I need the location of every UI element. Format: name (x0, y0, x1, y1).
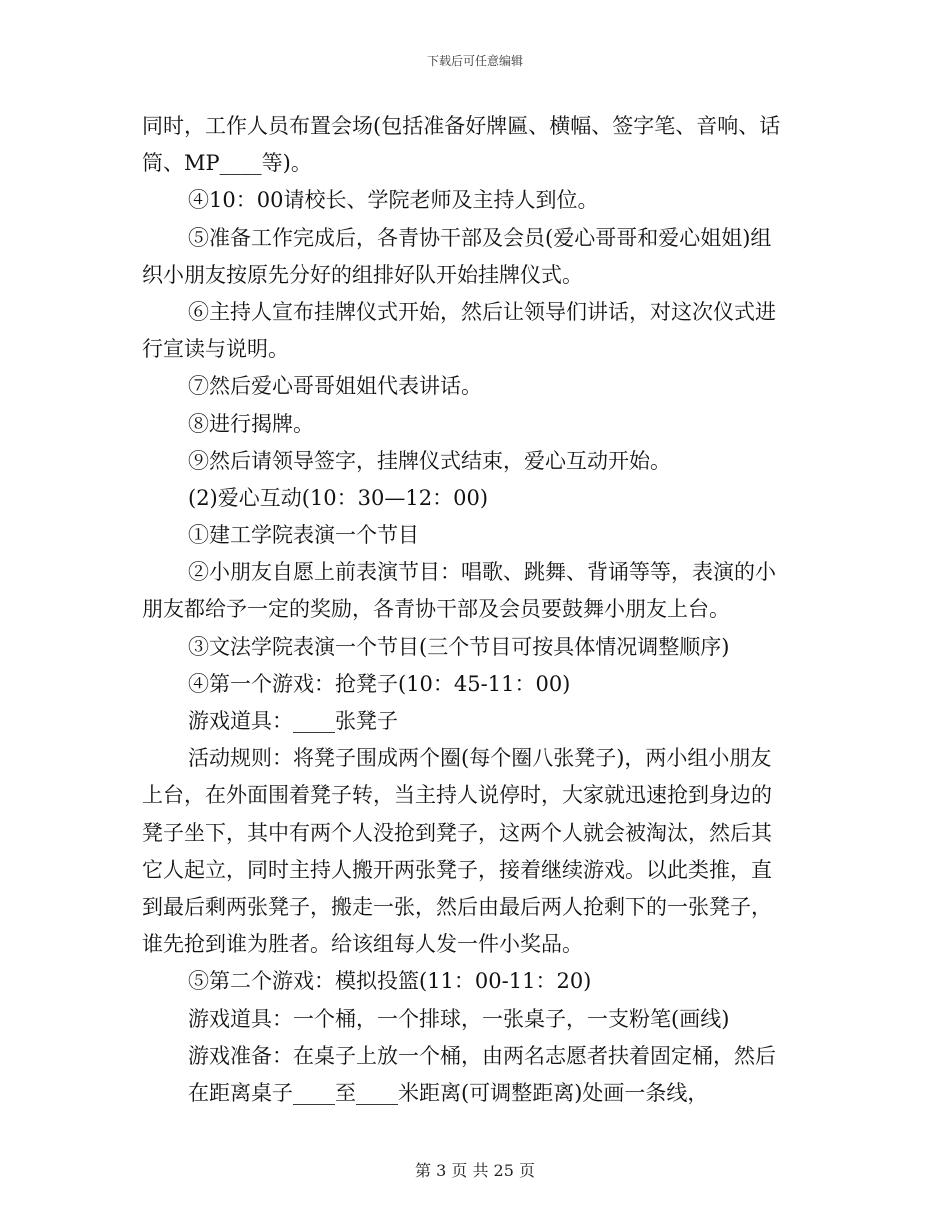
paragraph-line: 谁先抢到谁为胜者。给该组每人发一件小奖品。 (142, 932, 583, 957)
paragraph-line: ①建工学院表演一个节目 (188, 523, 419, 548)
paragraph-line: ⑦然后爱心哥哥姐姐代表讲话。 (188, 374, 482, 399)
paragraph-line: 活动规则：将凳子围成两个圈(每个圈八张凳子)，两小组小朋友 (188, 746, 772, 771)
paragraph-line: 游戏准备：在桌子上放一个桶，由两名志愿者扶着固定桶，然后 (188, 1043, 776, 1068)
paragraph-line: 到最后剩两张凳子，搬走一张，然后由最后两人抢剩下的一张凳子， (142, 894, 772, 919)
paragraph-line: ⑨然后请领导签字，挂牌仪式结束，爱心互动开始。 (188, 448, 671, 473)
paragraph-line: 筒、MP____等)。 (142, 151, 312, 176)
paragraph-line: ②小朋友自愿上前表演节目：唱歌、跳舞、背诵等等，表演的小 (188, 560, 776, 585)
paragraph-line: ⑤第二个游戏：模拟投篮(11：00-11：20) (188, 969, 592, 994)
paragraph-line: 行宣读与说明。 (142, 337, 289, 362)
document-body (142, 108, 810, 1112)
page-number: 第 3 页 共 25 页 (415, 1161, 535, 1180)
paragraph-line: ④第一个游戏：抢凳子(10：45-11：00) (188, 671, 571, 696)
paragraph-line: ④10：00请校长、学院老师及主持人到位。 (188, 188, 599, 213)
paragraph-line: 织小朋友按原先分好的组排好队开始挂牌仪式。 (142, 262, 583, 287)
paragraph-line: ⑤准备工作完成后，各青协干部及会员(爱心哥哥和爱心姐姐)组 (188, 225, 772, 250)
paragraph-line: 同时，工作人员布置会场(包括准备好牌匾、横幅、签字笔、音响、话 (142, 114, 781, 138)
paragraph-line: 上台，在外面围着凳子转，当主持人说停时，大家就迅速抢到身边的 (142, 783, 772, 808)
paragraph-line: 它人起立，同时主持人搬开两张凳子，接着继续游戏。以此类推，直 (142, 857, 772, 882)
paragraph-line: 凳子坐下，其中有两个人没抢到凳子，这两个人就会被淘汰，然后其 (142, 820, 772, 845)
paragraph-line: ⑧进行揭牌。 (188, 411, 314, 436)
paragraph-line: ③文法学院表演一个节目(三个节目可按具体情况调整顺序) (188, 634, 730, 659)
paragraph-line: 朋友都给予一定的奖励，各青协干部及会员要鼓舞小朋友上台。 (142, 597, 730, 622)
paragraph-line: 在距离桌子____至____米距离(可调整距离)处画一条线， (188, 1080, 709, 1105)
section-heading: (2)爱心互动(10：30—12：00) (188, 485, 489, 510)
paragraph-line: 游戏道具：____张凳子 (188, 709, 398, 733)
paragraph-line: 游戏道具：一个桶，一个排球，一张桌子，一支粉笔(画线) (188, 1006, 730, 1031)
page-header-note: 下载后可任意编辑 (426, 54, 523, 68)
paragraph-line: ⑥主持人宣布挂牌仪式开始，然后让领导们讲话，对这次仪式进 (188, 299, 776, 324)
